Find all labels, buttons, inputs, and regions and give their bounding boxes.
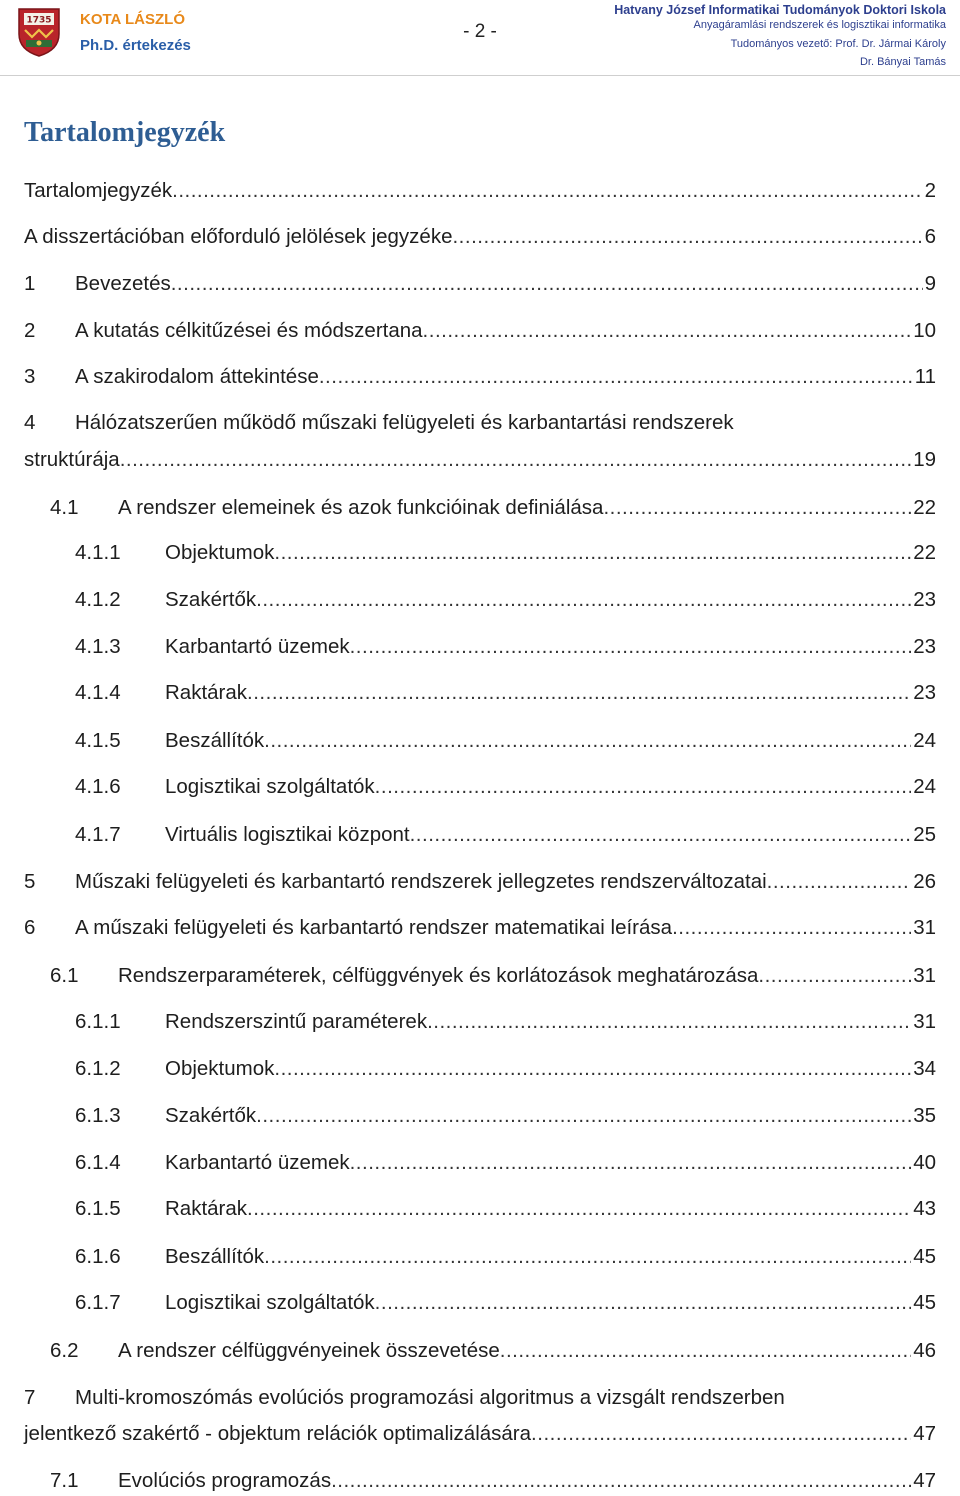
- toc-entry-number: 6.1.5: [75, 1197, 121, 1220]
- toc-entry-page: 40: [913, 1151, 936, 1174]
- toc-entry-link[interactable]: [165, 1288, 936, 1318]
- toc-entry-link[interactable]: [24, 176, 936, 206]
- toc-entry-number: 4.1.2: [75, 588, 121, 611]
- dot-leader: [120, 445, 911, 475]
- toc-entry-title: A műszaki felügyeleti és karbantartó rendszer matematikai leírása: [75, 916, 673, 939]
- toc-entry-page: 31: [913, 1010, 936, 1033]
- toc-entry[interactable]: [24, 1336, 936, 1366]
- toc-entry[interactable]: [24, 913, 936, 943]
- dot-leader: [767, 867, 912, 897]
- toc-entry-number: 4.1.7: [75, 823, 121, 846]
- toc-entry[interactable]: [24, 1101, 936, 1131]
- toc-entry-number: 6.1.7: [75, 1291, 121, 1314]
- dot-leader: [350, 1148, 912, 1178]
- dot-leader: [171, 269, 923, 299]
- toc-entry-link[interactable]: [165, 678, 936, 708]
- toc-entry[interactable]: [24, 1466, 936, 1496]
- toc-entry-title: Virtuális logisztikai központ: [165, 823, 410, 846]
- dot-leader: [350, 632, 912, 662]
- toc-entry-link[interactable]: [165, 1054, 936, 1084]
- toc-entry[interactable]: [24, 316, 936, 346]
- toc-entry-link[interactable]: [165, 1007, 936, 1037]
- dot-leader: [274, 538, 911, 568]
- toc-entry-title: Szakértők: [165, 1104, 257, 1127]
- toc-entry-line: [24, 1383, 936, 1413]
- toc-entry[interactable]: [24, 222, 936, 252]
- dot-leader: [172, 176, 922, 206]
- toc-entry-page: 11: [914, 365, 936, 388]
- dot-leader: [256, 585, 911, 615]
- toc-entry-link[interactable]: [75, 867, 936, 897]
- toc-entry-title: Karbantartó üzemek: [165, 1151, 350, 1174]
- toc-entry-number: 6.1.3: [75, 1104, 121, 1127]
- toc-entry-title-first-line[interactable]: Multi-kromoszómás evolúciós programozási algoritmus a vizsgált rendszerben: [75, 1386, 785, 1409]
- toc-entry-number: 4.1.4: [75, 681, 121, 704]
- toc-entry-page: 23: [913, 588, 936, 611]
- toc-entry[interactable]: [24, 1419, 936, 1449]
- dot-leader: [264, 726, 911, 756]
- toc-entry-number: 4.1.6: [75, 775, 121, 798]
- toc-entry-number: 4.1.1: [75, 541, 121, 564]
- toc-entry-link[interactable]: [75, 269, 936, 299]
- toc-entry-page: 22: [913, 496, 936, 519]
- toc-entry-page: 24: [913, 729, 936, 752]
- toc-entry[interactable]: [24, 632, 936, 662]
- toc-entry-page: 23: [913, 635, 936, 658]
- toc-entry-page: 31: [913, 964, 936, 987]
- toc-entry-link[interactable]: [165, 772, 936, 802]
- dot-leader: [274, 1054, 911, 1084]
- toc-entry-page: 19: [913, 448, 936, 471]
- toc-entry[interactable]: [24, 678, 936, 708]
- toc-entry-page: 9: [924, 272, 936, 295]
- supervisor-primary: Tudományos vezető: Prof. Dr. Jármai Károly: [730, 38, 946, 50]
- toc-entry-page: 35: [913, 1104, 936, 1127]
- toc-entry-title: Raktárak: [165, 681, 248, 704]
- dot-leader: [500, 1336, 911, 1366]
- toc-entry-link[interactable]: [165, 538, 936, 568]
- dot-leader: [423, 316, 912, 346]
- toc-entry-title: A disszertációban előforduló jelölések jegyzéke: [24, 225, 453, 248]
- toc-entry-page: 45: [913, 1245, 936, 1268]
- toc-entry-title: Logisztikai szolgáltatók: [165, 775, 375, 798]
- toc-entry-title-first-line[interactable]: Hálózatszerűen működő műszaki felügyeleti és karbantartási rendszerek: [75, 411, 734, 434]
- toc-entry-number: 4: [24, 411, 36, 434]
- toc-entry-page: 47: [913, 1469, 936, 1492]
- toc-entry-link[interactable]: [75, 913, 936, 943]
- dot-leader: [410, 820, 912, 850]
- dot-leader: [331, 1466, 911, 1496]
- toc-entry-title: Rendszerparaméterek, célfüggvények és korlátozások meghatározása: [118, 964, 759, 987]
- toc-entry-link[interactable]: [165, 632, 936, 662]
- toc-entry-title: A rendszer célfüggvényeinek összevetése: [118, 1339, 500, 1362]
- toc-entry-link[interactable]: [165, 1101, 936, 1131]
- toc-entry-title: jelentkező szakértő - objektum relációk optimalizálására: [24, 1422, 532, 1445]
- crest-year: 1735: [26, 15, 52, 26]
- toc-entry-title: Beszállítók: [165, 1245, 265, 1268]
- dot-leader: [531, 1419, 911, 1449]
- toc-entry[interactable]: [24, 867, 936, 897]
- dot-leader: [247, 678, 911, 708]
- toc-entry-link[interactable]: [165, 726, 936, 756]
- toc-entry-link[interactable]: [75, 362, 936, 392]
- toc-entry-page: 45: [913, 1291, 936, 1314]
- toc-entry-link[interactable]: [24, 1419, 936, 1449]
- toc-entry-number: 3: [24, 365, 36, 388]
- toc-entry-title: Objektumok: [165, 1057, 275, 1080]
- toc-entry-link[interactable]: [118, 961, 936, 991]
- toc-entry[interactable]: [24, 1007, 936, 1037]
- dot-leader: [452, 222, 922, 252]
- toc-entry[interactable]: [24, 176, 936, 206]
- toc-entry-title: struktúrája: [24, 448, 120, 471]
- toc-entry-link[interactable]: [118, 1466, 936, 1496]
- toc-entry-link[interactable]: [165, 820, 936, 850]
- toc-entry-title: Tartalomjegyzék: [24, 179, 173, 202]
- toc-entry-link[interactable]: [165, 585, 936, 615]
- toc-entry[interactable]: [24, 538, 936, 568]
- thesis-label: Ph.D. értekezés: [80, 37, 191, 54]
- toc-entry-title: Szakértők: [165, 588, 257, 611]
- toc-entry-link[interactable]: [75, 316, 936, 346]
- toc-entry-number: 6: [24, 916, 36, 939]
- toc-entry-page: 24: [913, 775, 936, 798]
- toc-entry-title: Műszaki felügyeleti és karbantartó rendszerek jellegzetes rendszerváltozatai: [75, 870, 767, 893]
- toc-entry-number: 4.1: [50, 496, 79, 519]
- dot-leader: [247, 1194, 911, 1224]
- toc-entry[interactable]: [24, 1194, 936, 1224]
- page-header: [0, 0, 960, 78]
- toc-entry-title: Evolúciós programozás: [118, 1469, 332, 1492]
- dot-leader: [758, 961, 911, 991]
- toc-entry-number: 6.1: [50, 964, 79, 987]
- toc-entry-link[interactable]: [118, 1336, 936, 1366]
- dot-leader: [375, 772, 912, 802]
- toc-entry[interactable]: [24, 961, 936, 991]
- toc-entry-title: Rendszerszintű paraméterek: [165, 1010, 428, 1033]
- toc-entry-number: 5: [24, 870, 36, 893]
- toc-entry-title: Karbantartó üzemek: [165, 635, 350, 658]
- institution-name: Hatvany József Informatikai Tudományok Doktori Iskola: [614, 3, 946, 17]
- toc-entry-page: 25: [913, 823, 936, 846]
- toc-entry[interactable]: [24, 1148, 936, 1178]
- dot-leader: [319, 362, 913, 392]
- toc-entry-number: 2: [24, 319, 36, 342]
- page-number: - 2 -: [463, 21, 497, 42]
- toc-entry[interactable]: [24, 1242, 936, 1272]
- toc-entry[interactable]: [24, 269, 936, 299]
- toc-entry-number: 7: [24, 1386, 36, 1409]
- toc-entry-title: Raktárak: [165, 1197, 248, 1220]
- toc-entry-number: 6.2: [50, 1339, 79, 1362]
- toc-entry-page: 43: [913, 1197, 936, 1220]
- toc-entry[interactable]: [24, 445, 936, 475]
- toc-entry-number: 6.1.2: [75, 1057, 121, 1080]
- toc-entry-link[interactable]: [24, 222, 936, 252]
- toc-entry-link[interactable]: [165, 1242, 936, 1272]
- toc-entry-page: 31: [913, 916, 936, 939]
- dot-leader: [264, 1242, 911, 1272]
- toc-entry-line: [24, 408, 936, 438]
- toc-entry[interactable]: [24, 1054, 936, 1084]
- toc-entry-number: 4.1.5: [75, 729, 121, 752]
- toc-entry-number: 1: [24, 272, 36, 295]
- toc-entry-page: 46: [913, 1339, 936, 1362]
- program-name: Anyagáramlási rendszerek és logisztikai informatika: [693, 19, 946, 31]
- dot-leader: [603, 493, 911, 523]
- toc-entry-page: 22: [913, 541, 936, 564]
- toc-entry-page: 6: [924, 225, 936, 248]
- toc-entry-number: 6.1.6: [75, 1245, 121, 1268]
- toc-entry-number: 6.1.4: [75, 1151, 121, 1174]
- toc-entry-title: A kutatás célkitűzései és módszertana: [75, 319, 423, 342]
- toc-heading: Tartalomjegyzék: [24, 117, 226, 148]
- toc-entry-title: A rendszer elemeinek és azok funkcióinak definiálása: [118, 496, 604, 519]
- toc-entry-number: 7.1: [50, 1469, 79, 1492]
- toc-entry-link[interactable]: [24, 445, 936, 475]
- toc-entry-title: Objektumok: [165, 541, 275, 564]
- toc-entry[interactable]: [24, 726, 936, 756]
- toc-entry[interactable]: [24, 362, 936, 392]
- toc-entry[interactable]: [24, 585, 936, 615]
- toc-entry[interactable]: [24, 772, 936, 802]
- toc-entry-link[interactable]: [165, 1194, 936, 1224]
- dot-leader: [427, 1007, 911, 1037]
- toc-entry-page: 47: [913, 1422, 936, 1445]
- toc-entry-number: 4.1.3: [75, 635, 121, 658]
- dot-leader: [375, 1288, 912, 1318]
- toc-entry-page: 10: [913, 319, 936, 342]
- toc-entry[interactable]: [24, 493, 936, 523]
- toc-entry-page: 34: [913, 1057, 936, 1080]
- toc-entry[interactable]: [24, 820, 936, 850]
- supervisor-secondary: Dr. Bányai Tamás: [859, 56, 946, 68]
- author-name: KOTA LÁSZLÓ: [80, 11, 185, 28]
- toc-entry-title: A szakirodalom áttekintése: [75, 365, 319, 388]
- toc-entry-title: Bevezetés: [75, 272, 171, 295]
- toc-entry-title: Logisztikai szolgáltatók: [165, 1291, 375, 1314]
- toc-entry-link[interactable]: [165, 1148, 936, 1178]
- dot-leader: [256, 1101, 911, 1131]
- header-divider: [0, 75, 960, 76]
- toc-entry-title: Beszállítók: [165, 729, 265, 752]
- toc-entry-link[interactable]: [118, 493, 936, 523]
- toc-entry-number: 6.1.1: [75, 1010, 121, 1033]
- toc-entry[interactable]: [24, 1288, 936, 1318]
- toc-entry-page: 26: [913, 870, 936, 893]
- toc-entry-page: 2: [924, 179, 936, 202]
- dot-leader: [672, 913, 911, 943]
- toc-entry-page: 23: [913, 681, 936, 704]
